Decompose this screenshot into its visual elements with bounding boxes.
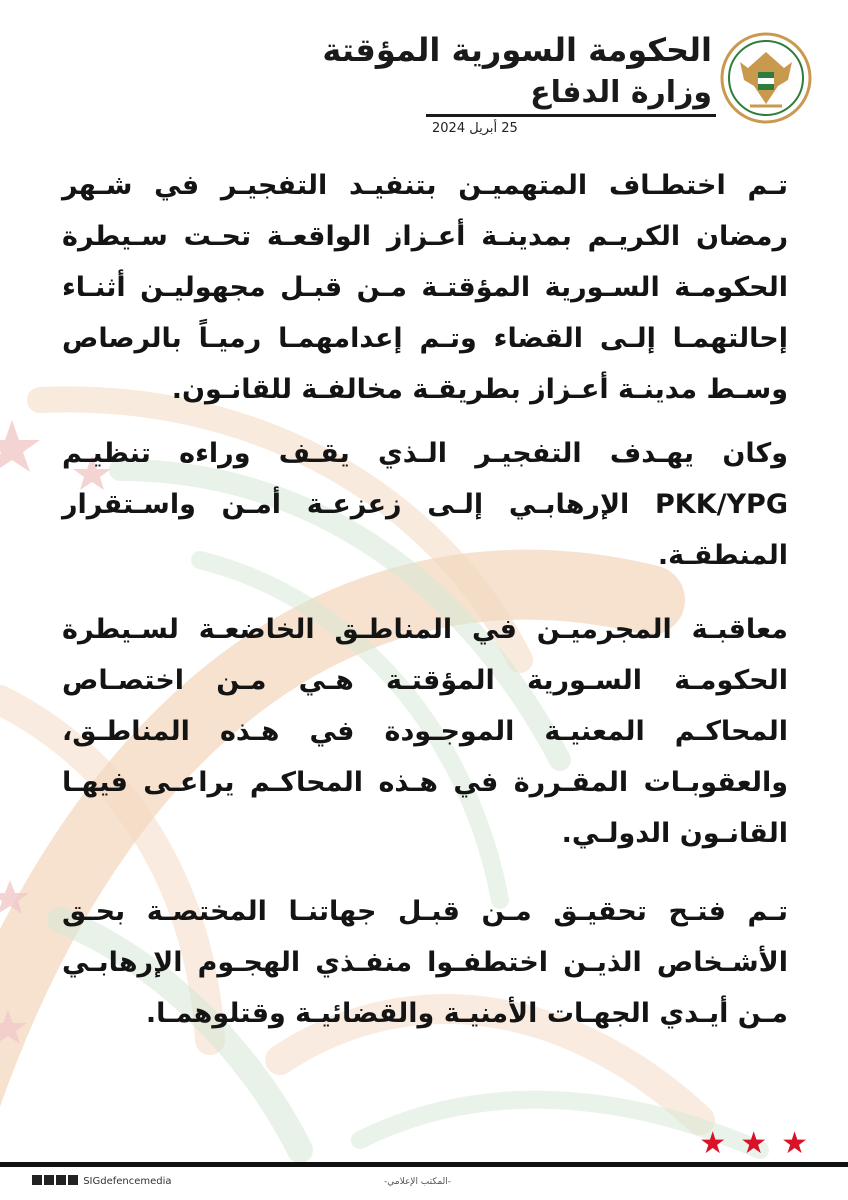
instagram-icon [56, 1175, 66, 1185]
footer-divider [0, 1162, 848, 1167]
telegram-icon [68, 1175, 78, 1185]
paragraph-jurisdiction: معاقبـة المجرميـن في المناطـق الخاضعـة لسـيطرة الحكومـة السـورية المؤقتـة هـي مـن اختصـاص المحاكـم المعنيـة الموجـودة في هـذه المناطـق، والعقوبـات المقـررة في هـذه المحاكـم يراعـى فيهـا القانـون الدولـي. [62, 614, 788, 849]
paragraph-kidnapping: تـم اختطـاف المتهميـن بتنفيـد التفجيـر في شـهر رمضان الكريـم بمدينـة أعـزاز الواقعـة تحـت سـيطرة الحكومـة السـورية المؤقتـة مـن قبـل مجهوليـن أثنـاء إحالتهمـا إلـى القضاء وتـم إعدامهمـا رميـاً بالرصاص وسـط مدينـة أعـزاز بطريقـة مخالفـة للقانـون. [62, 170, 788, 405]
red-star-icon: ★ [740, 1126, 768, 1161]
statement-body [62, 160, 788, 1052]
header-divider [426, 114, 716, 117]
statement-date: 25 أبريل 2024 [432, 121, 518, 136]
footer [0, 1172, 848, 1200]
paragraph-bombing-aim: وكان يهـدف التفجيـر الـذي يقـف وراءه تنظيـم PKK/YPG الإرهابـي إلـى زعزعـة أمـن واسـتقرار المنطقـة. [62, 438, 788, 571]
twitter-icon [44, 1175, 54, 1185]
media-office-label: -المكتب الإعلامي- [384, 1177, 452, 1187]
facebook-icon [32, 1175, 42, 1185]
ministry-name: وزارة الدفاع [530, 75, 712, 110]
flag-stars [685, 1128, 808, 1160]
government-title: الحكومة السورية المؤقتة [322, 31, 712, 69]
paragraph-investigation: تـم فتـح تحقيـق مـن قبـل جهاتنـا المختصـة بحـق الأشـخاص الذيـن اختطفـوا منفـذي الهجـوم الإرهابـي مـن أيـدي الجهـات الأمنيـة والقضائيـة وقتلوهمـا. [62, 896, 788, 1029]
social-handle: SIGdefencemedia [83, 1176, 172, 1187]
ministry-emblem-logo [720, 28, 812, 128]
red-star-icon: ★ [781, 1126, 808, 1161]
letterhead [0, 0, 848, 150]
red-star-icon: ★ [699, 1126, 727, 1161]
social-links [32, 1175, 172, 1189]
